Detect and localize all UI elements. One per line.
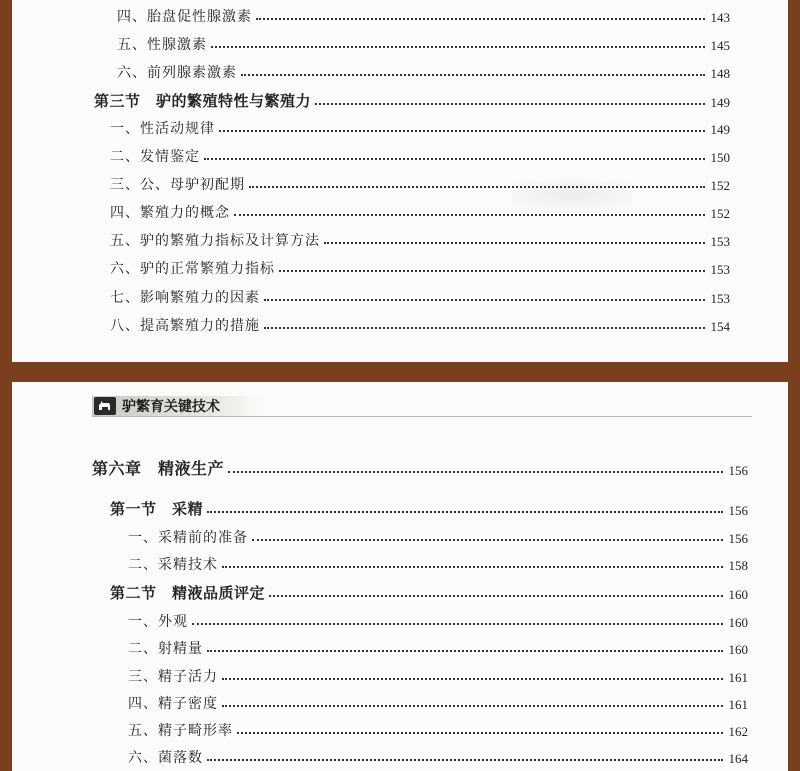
toc-entry-page: 156 (728, 531, 748, 546)
toc-entry-label: 五、驴的繁殖力指标及计算方法 (110, 233, 320, 249)
toc-entry-page: 162 (728, 724, 748, 739)
toc-entry-page: 143 (710, 10, 730, 25)
toc-entry-page: 161 (728, 670, 748, 685)
toc-page-bottom (12, 382, 788, 771)
dot-leader (241, 73, 705, 76)
toc-entry (110, 230, 730, 250)
dot-leader (228, 470, 722, 473)
toc-entry-page: 161 (728, 697, 748, 712)
toc-entry-page: 160 (728, 642, 748, 657)
toc-entry (117, 62, 730, 82)
dot-leader (252, 538, 723, 541)
dot-leader (264, 326, 705, 329)
dot-leader (256, 17, 705, 20)
dot-leader (237, 731, 723, 734)
toc-entry-page: 153 (710, 291, 730, 306)
running-header (92, 396, 262, 416)
toc-entry-page: 156 (728, 463, 748, 478)
toc-entry (128, 527, 748, 547)
toc-entry-label: 二、发情鉴定 (110, 149, 200, 165)
toc-entry-page: 152 (710, 206, 730, 221)
toc-entry-label: 六、驴的正常繁殖力指标 (110, 261, 275, 277)
toc-chapter-entry (92, 456, 748, 479)
toc-entry-label: 八、提高繁殖力的措施 (110, 318, 260, 334)
dot-leader (207, 510, 722, 513)
header-divider (92, 416, 752, 417)
toc-entry-label: 三、公、母驴初配期 (110, 177, 245, 193)
toc-entry-page: 152 (710, 178, 730, 193)
toc-entry (110, 118, 730, 138)
toc-entry-label: 第三节 驴的繁殖特性与繁殖力 (94, 92, 312, 110)
toc-entry-label: 五、精子畸形率 (128, 723, 233, 739)
toc-entry (117, 6, 730, 26)
toc-page-top (12, 0, 788, 362)
toc-entry (110, 258, 730, 278)
toc-entry (128, 666, 748, 686)
toc-entry-label: 第六章 精液生产 (92, 459, 225, 478)
dot-leader (264, 298, 705, 301)
toc-entry-page: 149 (710, 122, 730, 137)
toc-entry-page: 145 (710, 38, 730, 53)
toc-entry-page: 150 (710, 150, 730, 165)
toc-entry-label: 二、采精技术 (128, 557, 218, 573)
toc-entry-page: 149 (710, 95, 730, 110)
toc-entry-label: 第一节 采精 (110, 500, 204, 518)
dot-leader (222, 677, 723, 680)
dot-leader (222, 565, 723, 568)
toc-entry (128, 747, 748, 767)
toc-entry (110, 315, 730, 335)
toc-entry-page: 160 (728, 615, 748, 630)
toc-entry (128, 611, 748, 631)
toc-entry-label: 一、外观 (128, 614, 188, 630)
toc-entry (128, 638, 748, 658)
toc-entry-page: 154 (710, 319, 730, 334)
toc-entry-label: 三、精子活力 (128, 669, 218, 685)
dot-leader (192, 622, 723, 625)
toc-entry (110, 202, 730, 222)
toc-entry-page: 153 (710, 262, 730, 277)
dot-leader (315, 102, 704, 105)
toc-entry (117, 34, 730, 54)
toc-entry (128, 720, 748, 740)
toc-entry-label: 四、胎盘促性腺激素 (117, 9, 252, 25)
toc-entry-page: 158 (728, 558, 748, 573)
toc-entry-page: 164 (728, 751, 748, 766)
toc-entry-page: 160 (728, 587, 748, 602)
dot-leader (324, 241, 705, 244)
toc-entry (110, 174, 730, 194)
dot-leader (219, 129, 705, 132)
toc-section-entry (94, 90, 730, 111)
dot-leader (279, 269, 705, 272)
toc-entry-label: 五、性腺激素 (117, 37, 207, 53)
toc-entry (110, 287, 730, 307)
toc-entry-label: 一、采精前的准备 (128, 530, 248, 546)
dot-leader (249, 185, 705, 188)
toc-section-entry (110, 498, 748, 519)
toc-entry-label: 四、繁殖力的概念 (110, 205, 230, 221)
toc-entry-label: 二、射精量 (128, 641, 203, 657)
dot-leader (222, 704, 723, 707)
dot-leader (207, 758, 723, 761)
toc-entry-label: 七、影响繁殖力的因素 (110, 290, 260, 306)
toc-entry-label: 六、前列腺素激素 (117, 65, 237, 81)
dot-leader (269, 594, 722, 597)
running-header-title: 驴繁育关键技术 (122, 399, 220, 415)
toc-entry-page: 153 (710, 234, 730, 249)
toc-entry-label: 四、精子密度 (128, 696, 218, 712)
toc-entry-label: 六、菌落数 (128, 750, 203, 766)
dot-leader (207, 649, 723, 652)
toc-entry (128, 693, 748, 713)
toc-entry-label: 一、性活动规律 (110, 121, 215, 137)
toc-entry-label: 第二节 精液品质评定 (110, 584, 266, 602)
dot-leader (234, 213, 705, 216)
toc-entry-page: 156 (728, 503, 748, 518)
toc-entry (110, 146, 730, 166)
dot-leader (204, 157, 705, 160)
toc-entry-page: 148 (710, 66, 730, 81)
dot-leader (211, 45, 705, 48)
donkey-icon (94, 397, 116, 415)
toc-entry (128, 554, 748, 574)
toc-section-entry (110, 582, 748, 603)
